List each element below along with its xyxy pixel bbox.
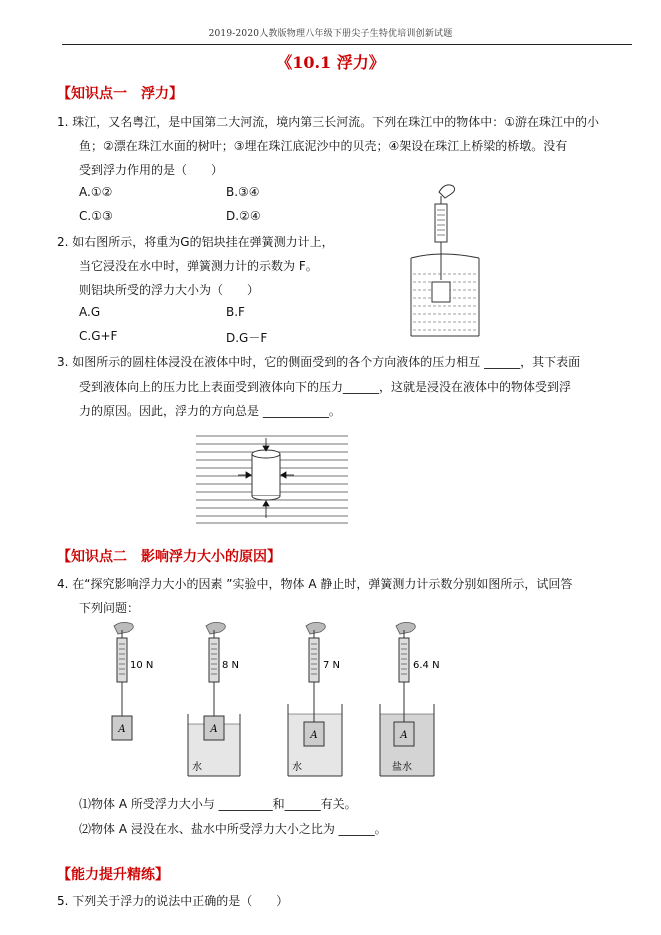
q4-experiment-figure xyxy=(92,620,447,780)
q2-line-3: 则铝块所受的浮力大小为（ ） xyxy=(79,283,260,297)
scale-3 xyxy=(288,622,342,776)
q4-line-2: 下列问题： xyxy=(79,601,140,615)
q1-line-2: 鱼；②漂在珠江水面的树叶；③埋在珠江底泥沙中的贝壳；④架设在珠江上桥梁的桥墩。没有 xyxy=(79,139,568,153)
q3-line-3: 力的原因。因此，浮力的方向总是 ___________。 xyxy=(79,404,341,418)
object-a-1: A xyxy=(118,724,126,735)
q5-line-1: 5. 下列关于浮力的说法中正确的是（ ） xyxy=(57,894,289,908)
q1-option-d: D.②④ xyxy=(226,209,261,223)
reading-2: 8 N xyxy=(222,660,240,671)
liquid-label-2: 水 xyxy=(292,762,302,773)
q3-cylinder-figure xyxy=(196,432,348,524)
scale-1 xyxy=(112,622,153,740)
q4-sub-2: ⑵物体 A 浸没在水、盐水中所受浮力大小之比为 ______。 xyxy=(79,822,387,836)
q1-line-3: 受到浮力作用的是（ ） xyxy=(79,163,224,177)
q1-line-1: 1. 珠江，又名粤江，是中国第二大河流，境内第三长河流。下列在珠江中的物体中：①游在珠江中的小 xyxy=(57,115,600,129)
object-a-3: A xyxy=(310,730,318,741)
page-title: 《10.1 浮力》 xyxy=(276,53,385,72)
q2-option-b: B.F xyxy=(226,305,245,319)
q2-option-a: A.G xyxy=(79,305,101,319)
object-a-4: A xyxy=(400,730,408,741)
q2-line-1: 2. 如右图所示，将重为G的铝块挂在弹簧测力计上， xyxy=(57,235,334,249)
q2-spring-scale-figure xyxy=(405,178,490,338)
scale-4 xyxy=(380,622,440,776)
q3-line-1: 3. 如图所示的圆柱体浸没在液体中时，它的侧面受到的各个方向液体的压力相互 ______，其下表面 xyxy=(57,355,581,369)
object-a-2: A xyxy=(210,724,218,735)
section-heading-1: 【知识点一 浮力】 xyxy=(57,86,183,102)
liquid-label-1: 水 xyxy=(192,762,202,773)
scale-2 xyxy=(188,622,240,776)
liquid-label-3: 盐水 xyxy=(392,762,412,773)
q3-line-2: 受到液体向上的压力比上表面受到液体向下的压力______，这就是浸没在液体中的物体受到浮 xyxy=(79,380,572,394)
section-heading-3: 【能力提升精练】 xyxy=(57,867,169,883)
reading-4: 6.4 N xyxy=(413,660,440,671)
q2-option-d: D.G－F xyxy=(226,331,268,345)
q1-option-a: A.①② xyxy=(79,185,113,199)
q2-line-2: 当它浸没在水中时，弹簧测力计的示数为 F。 xyxy=(79,259,318,273)
reading-3: 7 N xyxy=(323,660,341,671)
reading-1: 10 N xyxy=(130,660,154,671)
header-rule xyxy=(62,44,632,45)
q1-option-b: B.③④ xyxy=(226,185,260,199)
q2-option-c: C.G+F xyxy=(79,329,118,343)
q4-line-1: 4. 在“探究影响浮力大小的因素 ”实验中，物体 A 静止时，弹簧测力计示数分别如图所示，试回答 xyxy=(57,577,573,591)
page-header: 2019-2020人教版物理八年级下册尖子生特优培训创新试题 xyxy=(208,29,453,39)
q1-option-c: C.①③ xyxy=(79,209,113,223)
q4-sub-1: ⑴物体 A 所受浮力大小与 _________和______有关。 xyxy=(79,797,357,811)
section-heading-2: 【知识点二 影响浮力大小的原因】 xyxy=(57,549,281,565)
